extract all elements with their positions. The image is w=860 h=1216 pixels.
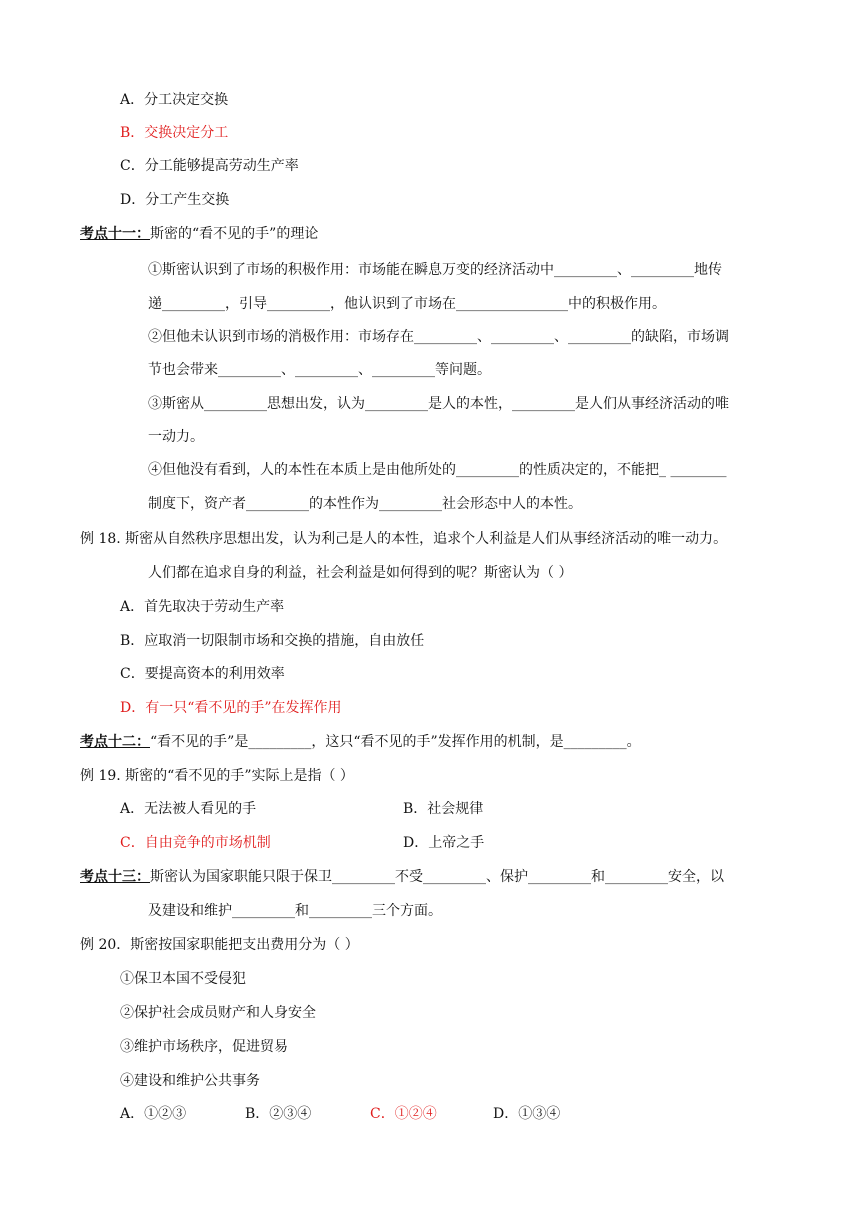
kd13-text-1: 斯密认为国家职能只限于保卫_________不受_________、保护_________和_________安全，以 bbox=[150, 869, 724, 885]
kd11-heading bbox=[80, 225, 318, 243]
kd13-line-2: 及建设和维护_________和_________三个方面。 bbox=[148, 903, 442, 919]
q17-option-c: C．分工能够提高劳动生产率 bbox=[120, 158, 299, 174]
kd11-line-4: 节也会带来_________、_________、_________等问题。 bbox=[148, 362, 491, 378]
ex20-option-b: B．②③④ bbox=[245, 1106, 312, 1122]
ex20-item-4: ④建设和维护公共事务 bbox=[120, 1073, 260, 1089]
kd11-line-1: ①斯密认识到了市场的积极作用：市场能在瞬息万变的经济活动中_________、_________地传 bbox=[148, 262, 722, 278]
q17-option-a: A．分工决定交换 bbox=[120, 92, 229, 108]
ex19-option-b: B．社会规律 bbox=[403, 801, 484, 817]
ex20-option-c-answer: C．①②④ bbox=[370, 1106, 437, 1122]
kd13-line-1 bbox=[80, 868, 724, 886]
ex18-stem-2: 人们都在追求自身的利益，社会利益是如何得到的呢？斯密认为（ ） bbox=[148, 565, 573, 581]
ex18-stem-1: 例 18. 斯密从自然秩序思想出发，认为利己是人的本性，追求个人利益是人们从事经济活动的唯一动力。 bbox=[80, 531, 728, 547]
ex20-item-1: ①保卫本国不受侵犯 bbox=[120, 971, 246, 987]
kd11-line-5: ③斯密从_________思想出发，认为_________是人的本性，_________是人们从事经济活动的唯 bbox=[148, 396, 729, 412]
kd11-title: 斯密的“看不见的手”的理论 bbox=[150, 226, 319, 242]
ex20-item-3: ③维护市场秩序，促进贸易 bbox=[120, 1039, 288, 1055]
ex20-option-a: A．①②③ bbox=[120, 1106, 187, 1122]
kd11-line-7: ④但他没有看到，人的本性在本质上是由他所处的_________的性质决定的，不能把_ ________ bbox=[148, 462, 727, 478]
ex18-option-d-answer: D．有一只“看不见的手”在发挥作用 bbox=[120, 700, 342, 716]
ex20-option-d: D．①③④ bbox=[493, 1106, 561, 1122]
ex19-option-d: D．上帝之手 bbox=[403, 835, 485, 851]
kd11-line-2: 递_________，引导_________，他认识到了市场在________________中的积极作用。 bbox=[148, 296, 666, 312]
kd11-label: 考点十一： bbox=[80, 226, 150, 242]
ex18-option-b: B．应取消一切限制市场和交换的措施，自由放任 bbox=[120, 633, 425, 649]
kd13-label: 考点十三： bbox=[80, 869, 150, 885]
kd11-line-6: 一动力。 bbox=[148, 429, 204, 445]
kd12-label: 考点十二： bbox=[80, 734, 150, 750]
kd12-text: “看不见的手”是_________，这只“看不见的手”发挥作用的机制，是_________。 bbox=[150, 734, 641, 750]
kd11-line-8: 制度下，资产者_________的本性作为_________社会形态中人的本性。 bbox=[148, 496, 582, 512]
ex20-item-2: ②保护社会成员财产和人身安全 bbox=[120, 1005, 316, 1021]
ex18-option-c: C．要提高资本的利用效率 bbox=[120, 666, 285, 682]
kd11-line-3: ②但他未认识到市场的消极作用：市场存在_________、_________、_________的缺陷，市场调 bbox=[148, 329, 729, 345]
ex19-option-a: A．无法被人看见的手 bbox=[120, 801, 257, 817]
ex20-stem: 例 20．斯密按国家职能把支出费用分为（ ） bbox=[80, 937, 359, 953]
ex18-option-a: A．首先取决于劳动生产率 bbox=[120, 599, 285, 615]
ex19-option-c-answer: C．自由竞争的市场机制 bbox=[120, 835, 271, 851]
ex19-stem: 例 19. 斯密的“看不见的手”实际上是指（ ） bbox=[80, 768, 354, 784]
q17-option-d: D．分工产生交换 bbox=[120, 192, 230, 208]
q17-option-b-answer: B．交换决定分工 bbox=[120, 125, 229, 141]
kd12-line bbox=[80, 733, 641, 751]
